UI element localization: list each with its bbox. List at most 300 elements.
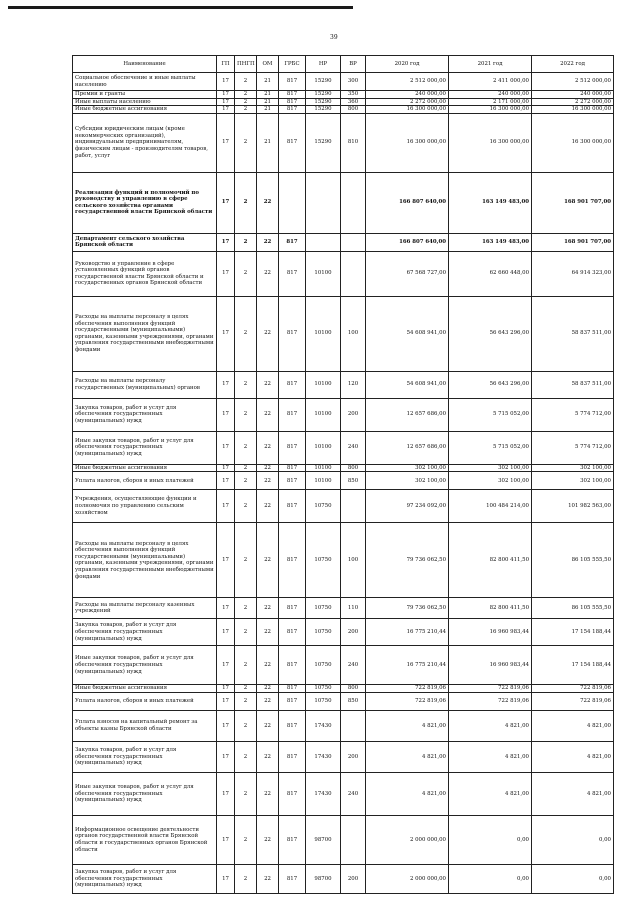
cell-nr: 98700 [306,864,341,893]
cell-nr [306,172,341,233]
table-row [73,646,614,685]
cell-name: Иные бюджетные ассигнования [73,685,217,693]
cell-name: Информационное освещение деятельности органов государственной власти Брянской области и государственных органов Брянской области [73,815,217,864]
cell-gp: 17 [217,741,235,772]
cell-gp: 17 [217,113,235,172]
cell-name: Социальное обеспечение и иные выплаты населению [73,73,217,91]
cell-om: 22 [257,431,279,464]
cell-pngp: 2 [235,864,257,893]
cell-nr: 10100 [306,431,341,464]
cell-y2020: 4 821,00 [366,772,449,815]
cell-gp: 17 [217,251,235,296]
cell-name: Закупка товаров, работ и услуг для обеспечения государственных (муниципальных) нужд [73,619,217,646]
cell-pngp: 2 [235,113,257,172]
cell-grbs: 817 [279,815,306,864]
cell-pngp: 2 [235,598,257,619]
cell-vr: 240 [341,772,366,815]
cell-y2021: 302 100,00 [449,472,532,490]
cell-y2021: 2 171 000,00 [449,98,532,106]
table-row [73,710,614,741]
header-2021: 2021 год [449,56,532,73]
cell-y2022: 2 272 000,00 [532,98,614,106]
table-row [73,490,614,523]
cell-y2021: 163 149 483,00 [449,172,532,233]
cell-vr: 300 [341,73,366,91]
cell-y2021: 16 300 000,00 [449,113,532,172]
table-row [73,98,614,106]
cell-grbs: 817 [279,98,306,106]
table-row [73,815,614,864]
header-2020: 2020 год [366,56,449,73]
cell-name: Расходы на выплаты персоналу казенных учреждений [73,598,217,619]
cell-name: Иные закупки товаров, работ и услуг для обеспечения государственных (муниципальных) нужд [73,431,217,464]
cell-nr: 10750 [306,490,341,523]
cell-y2021: 82 800 411,50 [449,523,532,598]
cell-nr: 10100 [306,398,341,431]
cell-om: 22 [257,251,279,296]
cell-vr: 200 [341,619,366,646]
cell-name: Иные закупки товаров, работ и услуг для обеспечения государственных (муниципальных) нужд [73,646,217,685]
cell-nr: 10100 [306,472,341,490]
cell-om: 22 [257,233,279,251]
cell-om: 22 [257,646,279,685]
cell-y2022: 4 821,00 [532,772,614,815]
table-row [73,91,614,99]
table-row [73,772,614,815]
cell-nr: 15290 [306,106,341,114]
cell-y2022: 168 901 707,00 [532,233,614,251]
cell-y2022: 0,00 [532,815,614,864]
cell-om: 22 [257,464,279,472]
cell-nr: 10750 [306,523,341,598]
cell-pngp: 2 [235,646,257,685]
cell-y2020: 2 000 000,00 [366,815,449,864]
cell-vr: 800 [341,685,366,693]
cell-vr [341,172,366,233]
cell-gp: 17 [217,619,235,646]
cell-vr: 240 [341,431,366,464]
cell-name: Уплата налогов, сборов и иных платежей [73,472,217,490]
cell-y2021: 16 300 000,00 [449,106,532,114]
cell-y2020: 12 657 686,00 [366,431,449,464]
cell-gp: 17 [217,864,235,893]
cell-om: 22 [257,619,279,646]
table-row [73,113,614,172]
cell-y2021: 100 484 214,00 [449,490,532,523]
cell-y2021: 302 100,00 [449,464,532,472]
table-row [73,251,614,296]
cell-om: 22 [257,523,279,598]
cell-y2020: 79 736 062,50 [366,523,449,598]
cell-grbs: 817 [279,251,306,296]
cell-nr: 10100 [306,251,341,296]
cell-om: 21 [257,113,279,172]
cell-y2022: 240 000,00 [532,91,614,99]
cell-om: 22 [257,398,279,431]
cell-name: Иные бюджетные ассигнования [73,106,217,114]
cell-y2020: 67 568 727,00 [366,251,449,296]
table-row [73,398,614,431]
cell-name: Уплата взносов на капитальный ремонт за объекты казны Брянской области [73,710,217,741]
cell-om: 22 [257,490,279,523]
cell-grbs: 817 [279,646,306,685]
cell-pngp: 2 [235,692,257,710]
cell-grbs: 817 [279,106,306,114]
cell-y2022: 101 982 563,00 [532,490,614,523]
cell-y2022: 64 914 323,00 [532,251,614,296]
cell-y2022: 16 300 000,00 [532,106,614,114]
cell-gp: 17 [217,692,235,710]
table-row [73,598,614,619]
cell-y2021: 5 715 052,00 [449,398,532,431]
cell-y2021: 163 149 483,00 [449,233,532,251]
cell-y2021: 82 800 411,50 [449,598,532,619]
cell-grbs: 817 [279,864,306,893]
cell-y2021: 240 000,00 [449,91,532,99]
cell-gp: 17 [217,523,235,598]
cell-pngp: 2 [235,464,257,472]
cell-vr [341,490,366,523]
cell-y2020: 16 775 210,44 [366,619,449,646]
cell-vr: 100 [341,523,366,598]
cell-name: Иные бюджетные ассигнования [73,464,217,472]
table-body [73,73,614,894]
cell-y2022: 0,00 [532,864,614,893]
cell-nr: 15290 [306,113,341,172]
table-row [73,464,614,472]
cell-y2020: 4 821,00 [366,741,449,772]
cell-name: Уплата налогов, сборов и иных платежей [73,692,217,710]
table-row [73,472,614,490]
table-row [73,692,614,710]
cell-vr: 240 [341,646,366,685]
cell-nr: 17430 [306,741,341,772]
cell-gp: 17 [217,646,235,685]
cell-vr: 110 [341,598,366,619]
cell-nr: 17430 [306,772,341,815]
cell-om: 22 [257,472,279,490]
cell-y2020: 240 000,00 [366,91,449,99]
cell-y2021: 16 960 983,44 [449,646,532,685]
cell-vr: 850 [341,692,366,710]
cell-gp: 17 [217,98,235,106]
cell-nr: 10100 [306,371,341,398]
cell-nr: 98700 [306,815,341,864]
cell-om: 21 [257,73,279,91]
cell-vr [341,710,366,741]
cell-om: 22 [257,371,279,398]
cell-pngp: 2 [235,523,257,598]
cell-pngp: 2 [235,431,257,464]
cell-nr: 10750 [306,598,341,619]
cell-om: 22 [257,598,279,619]
cell-nr: 10750 [306,692,341,710]
cell-nr: 15290 [306,98,341,106]
cell-y2020: 2 000 000,00 [366,864,449,893]
cell-name: Расходы на выплаты персоналу государственных (муниципальных) органов [73,371,217,398]
cell-gp: 17 [217,73,235,91]
cell-name: Закупка товаров, работ и услуг для обеспечения государственных (муниципальных) нужд [73,864,217,893]
cell-y2022: 58 837 511,00 [532,371,614,398]
cell-gp: 17 [217,91,235,99]
cell-grbs: 817 [279,472,306,490]
cell-om: 22 [257,685,279,693]
cell-grbs: 817 [279,73,306,91]
cell-grbs: 817 [279,710,306,741]
cell-grbs: 817 [279,685,306,693]
cell-grbs: 817 [279,741,306,772]
cell-y2021: 2 411 000,00 [449,73,532,91]
cell-grbs: 817 [279,371,306,398]
cell-name: Руководство и управление в сфере установленных функций органов государственной власти Брянской области и государственных органов Брянской области [73,251,217,296]
header-gp: ГП [217,56,235,73]
cell-name: Премии и гранты [73,91,217,99]
cell-y2021: 722 819,06 [449,692,532,710]
cell-y2021: 0,00 [449,864,532,893]
cell-y2020: 302 100,00 [366,472,449,490]
table-row [73,619,614,646]
cell-vr: 100 [341,296,366,371]
cell-gp: 17 [217,815,235,864]
cell-gp: 17 [217,106,235,114]
cell-y2020: 54 608 941,00 [366,371,449,398]
cell-y2020: 54 608 941,00 [366,296,449,371]
cell-pngp: 2 [235,772,257,815]
cell-vr: 850 [341,472,366,490]
cell-y2021: 56 643 296,00 [449,296,532,371]
cell-name: Расходы на выплаты персоналу в целях обеспечения выполнения функций государственными (муниципальными) органами, казенными учреждениями, органами управления государственными внебюджетными фондами [73,296,217,371]
cell-grbs: 817 [279,523,306,598]
cell-nr: 10100 [306,464,341,472]
cell-grbs: 817 [279,233,306,251]
cell-y2021: 4 821,00 [449,772,532,815]
cell-gp: 17 [217,464,235,472]
cell-om: 21 [257,98,279,106]
table-row [73,296,614,371]
cell-y2020: 302 100,00 [366,464,449,472]
cell-pngp: 2 [235,251,257,296]
table-row [73,371,614,398]
cell-grbs: 817 [279,692,306,710]
cell-y2022: 86 105 555,50 [532,598,614,619]
cell-gp: 17 [217,371,235,398]
top-scan-line [8,6,353,9]
header-vr: ВР [341,56,366,73]
cell-gp: 17 [217,398,235,431]
cell-om: 22 [257,864,279,893]
cell-vr: 800 [341,464,366,472]
cell-gp: 17 [217,598,235,619]
cell-name: Учреждения, осуществляющие функции и полномочия по управлению сельским хозяйством [73,490,217,523]
cell-vr: 350 [341,91,366,99]
cell-gp: 17 [217,296,235,371]
cell-y2021: 56 643 296,00 [449,371,532,398]
cell-pngp: 2 [235,296,257,371]
table-row [73,233,614,251]
cell-nr: 15290 [306,91,341,99]
cell-gp: 17 [217,431,235,464]
cell-vr: 200 [341,864,366,893]
header-name: Наименование [73,56,217,73]
cell-y2022: 722 819,06 [532,692,614,710]
cell-gp: 17 [217,710,235,741]
cell-om: 22 [257,692,279,710]
cell-gp: 17 [217,772,235,815]
cell-y2022: 4 821,00 [532,710,614,741]
cell-nr: 10750 [306,619,341,646]
cell-y2020: 722 819,06 [366,685,449,693]
cell-y2020: 12 657 686,00 [366,398,449,431]
cell-y2021: 62 660 448,00 [449,251,532,296]
cell-pngp: 2 [235,106,257,114]
cell-name: Закупка товаров, работ и услуг для обеспечения государственных (муниципальных) нужд [73,398,217,431]
page-number: 39 [330,34,338,41]
cell-name: Закупка товаров, работ и услуг для обеспечения государственных (муниципальных) нужд [73,741,217,772]
cell-om: 21 [257,106,279,114]
cell-gp: 17 [217,490,235,523]
cell-om: 22 [257,772,279,815]
table-row [73,864,614,893]
cell-om: 22 [257,296,279,371]
cell-y2022: 168 901 707,00 [532,172,614,233]
cell-gp: 17 [217,172,235,233]
cell-nr: 15290 [306,73,341,91]
cell-grbs: 817 [279,598,306,619]
cell-y2022: 302 100,00 [532,464,614,472]
cell-nr: 10100 [306,296,341,371]
cell-nr: 10750 [306,646,341,685]
cell-y2022: 5 774 712,00 [532,431,614,464]
table-row [73,106,614,114]
header-2022: 2022 год [532,56,614,73]
cell-y2022: 16 300 000,00 [532,113,614,172]
cell-grbs: 817 [279,490,306,523]
table-row [73,73,614,91]
cell-y2022: 722 819,06 [532,685,614,693]
cell-nr [306,233,341,251]
header-nr: НР [306,56,341,73]
cell-pngp: 2 [235,371,257,398]
cell-y2020: 2 512 000,00 [366,73,449,91]
cell-y2022: 17 154 188,44 [532,619,614,646]
table-row [73,523,614,598]
cell-y2020: 16 775 210,44 [366,646,449,685]
cell-grbs: 817 [279,398,306,431]
cell-pngp: 2 [235,490,257,523]
cell-om: 22 [257,710,279,741]
cell-y2021: 5 715 052,00 [449,431,532,464]
cell-y2022: 5 774 712,00 [532,398,614,431]
cell-y2022: 4 821,00 [532,741,614,772]
cell-name: Иные закупки товаров, работ и услуг для обеспечения государственных (муниципальных) нужд [73,772,217,815]
cell-pngp: 2 [235,710,257,741]
cell-nr: 10750 [306,685,341,693]
cell-om: 21 [257,91,279,99]
cell-grbs [279,172,306,233]
cell-gp: 17 [217,472,235,490]
cell-pngp: 2 [235,741,257,772]
budget-table [72,55,614,894]
cell-vr [341,815,366,864]
cell-grbs: 817 [279,113,306,172]
cell-grbs: 817 [279,296,306,371]
cell-y2020: 16 300 000,00 [366,106,449,114]
cell-y2020: 79 736 062,50 [366,598,449,619]
cell-vr [341,251,366,296]
cell-grbs: 817 [279,619,306,646]
cell-y2020: 166 807 640,00 [366,233,449,251]
cell-pngp: 2 [235,233,257,251]
cell-pngp: 2 [235,472,257,490]
cell-y2020: 722 819,06 [366,692,449,710]
cell-om: 22 [257,815,279,864]
cell-pngp: 2 [235,398,257,431]
header-pngp: ПНГП [235,56,257,73]
cell-y2021: 4 821,00 [449,741,532,772]
cell-vr: 200 [341,741,366,772]
cell-y2021: 4 821,00 [449,710,532,741]
cell-vr: 810 [341,113,366,172]
cell-y2020: 4 821,00 [366,710,449,741]
cell-om: 22 [257,172,279,233]
cell-gp: 17 [217,233,235,251]
cell-name: Департамент сельского хозяйства Брянской области [73,233,217,251]
cell-vr: 800 [341,106,366,114]
cell-pngp: 2 [235,685,257,693]
cell-y2020: 166 807 640,00 [366,172,449,233]
header-grbs: ГРБС [279,56,306,73]
cell-om: 22 [257,741,279,772]
cell-pngp: 2 [235,91,257,99]
cell-y2022: 2 512 000,00 [532,73,614,91]
cell-vr: 200 [341,398,366,431]
cell-vr: 360 [341,98,366,106]
cell-y2022: 86 105 555,50 [532,523,614,598]
cell-y2021: 16 960 983,44 [449,619,532,646]
cell-pngp: 2 [235,815,257,864]
cell-grbs: 817 [279,91,306,99]
cell-gp: 17 [217,685,235,693]
header-om: ОМ [257,56,279,73]
table-row [73,741,614,772]
cell-pngp: 2 [235,619,257,646]
cell-pngp: 2 [235,172,257,233]
cell-nr: 17430 [306,710,341,741]
cell-y2020: 16 300 000,00 [366,113,449,172]
cell-y2021: 722 819,06 [449,685,532,693]
cell-y2020: 97 234 092,00 [366,490,449,523]
cell-y2020: 2 272 000,00 [366,98,449,106]
table-row [73,685,614,693]
cell-name: Субсидии юридическим лицам (кроме некоммерческих организаций), индивидуальным предпринимателям, физическим лицам - производителям товаров, работ, услуг [73,113,217,172]
table-header [73,56,614,73]
cell-name: Расходы на выплаты персоналу в целях обеспечения выполнения функций государственными (муниципальными) органами, казенными учреждениями, органами управления государственными внебюджетными фондами [73,523,217,598]
cell-y2022: 302 100,00 [532,472,614,490]
cell-vr [341,233,366,251]
cell-grbs: 817 [279,431,306,464]
cell-pngp: 2 [235,73,257,91]
table-row [73,172,614,233]
cell-y2022: 58 837 511,00 [532,296,614,371]
cell-y2022: 17 154 188,44 [532,646,614,685]
cell-name: Иные выплаты населению [73,98,217,106]
cell-vr: 120 [341,371,366,398]
cell-pngp: 2 [235,98,257,106]
cell-y2021: 0,00 [449,815,532,864]
cell-grbs: 817 [279,464,306,472]
table-row [73,431,614,464]
cell-name: Реализация функций и полномочий по руководству и управлению в сфере сельского хозяйства органами государственной власти Брянской области [73,172,217,233]
